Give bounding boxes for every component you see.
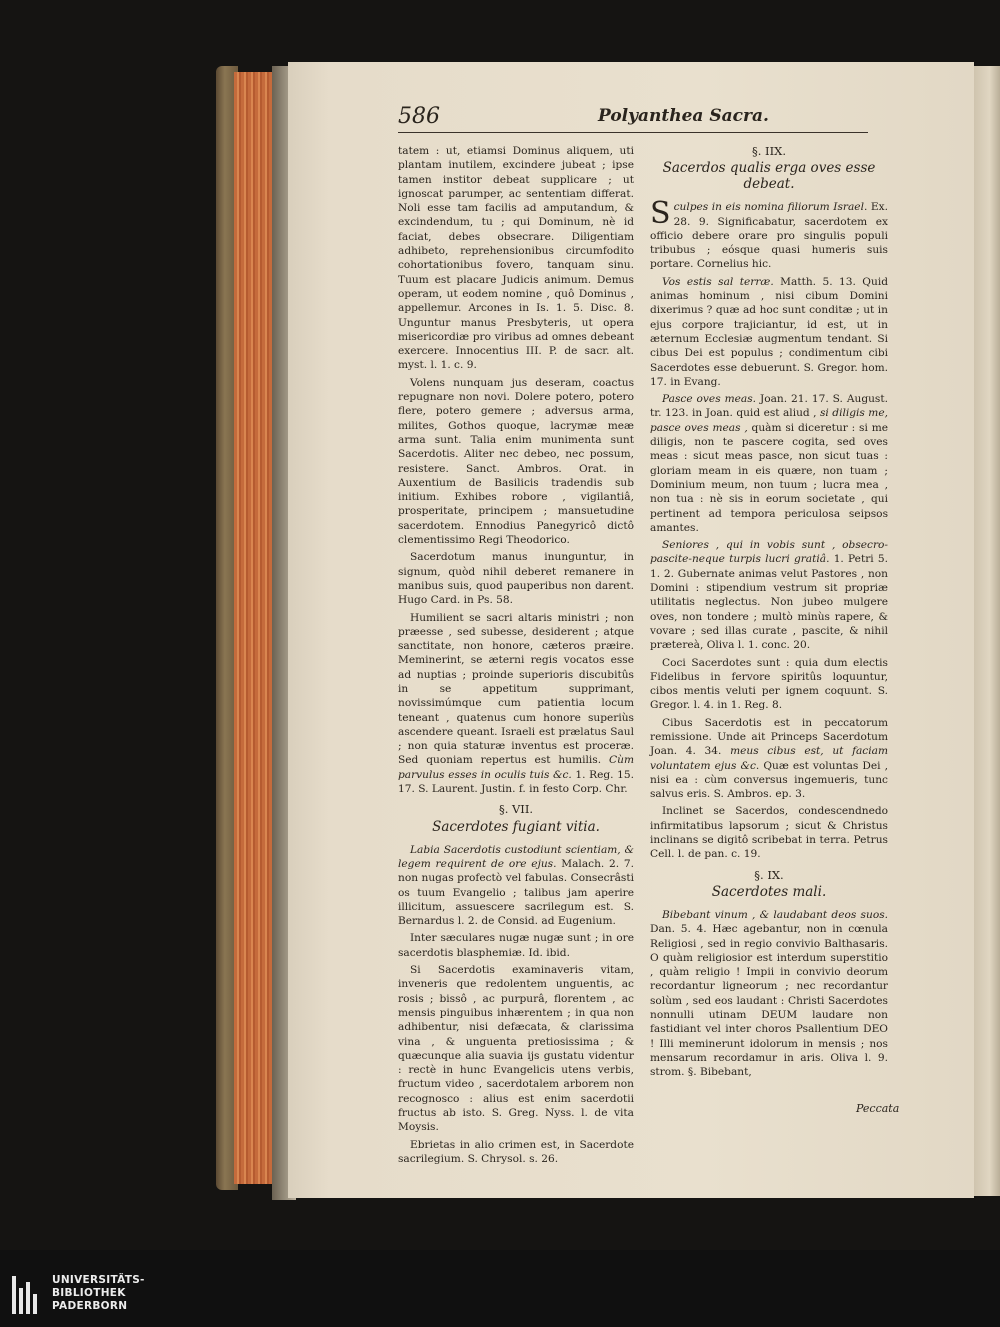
logo-line: PADERBORN [52,1300,128,1312]
paragraph-text: quàm si diceretur : si me diligis, non te pascere cogita, sed oves meas : sicut meas pasce, non sicut tuas : gloriam meam in eis quære, non tuam ; Dominium meum, non tuum ; lucra mea , non tua : nè sis in eorum societate , qui pertinent ad tempora periculosa seipsos amantes. [650,421,889,534]
quotation: Labia Sacerdotis custodiunt scientiam, & legem requirent de ore ejus. [398,843,634,870]
paragraph: Sacerdotum manus inunguntur, in signum, quòd nihil deberet remanere in manibus suis, quod pauperibus non darent. Hugo Card. in Ps. 58. [398,551,634,607]
page-edges [234,72,276,1184]
section-number: §. IX. [754,867,784,882]
paragraph-text: Malach. 2. 7. non nugas profectò vel fabulas. Consecrâsti os tuum Evangelio ; talibus jam aperire illicitum, assuescere sacrilegum est. S. Bernardus l. 2. de Consid. ad Eugenium. [398,857,634,928]
section-number: §. IIX. [752,144,786,158]
quotation: Pasce oves meas. [662,393,757,406]
logo-bars-icon [12,1276,44,1314]
paragraph: Ebrietas in alio crimen est, in Sacerdote sacrilegium. S. Chrysol. s. 26. [398,1138,634,1165]
library-logo [12,1274,212,1318]
paragraph-text: Cibus Sacerdotis est in peccatorum remissione. Unde ait Princeps Sacerdotum Joan. 4. 34. [650,716,888,758]
paragraph [650,275,888,389]
paragraph [650,908,888,1080]
logo-line: UNIVERSITÄTS- [52,1274,145,1286]
paragraph-text: 1. Petri 5. 1. 2. Gubernate animas velut Pastores , non Domini : stipendium vestrum sit propriæ utilitatis neglectus. Non jubeo mulgere oves, non tondere ; multò minùs rapere, & vovare ; sed illas curate , pascite, & nihil prætereà, Oliva l. 1. conc. 20. [650,553,888,652]
paragraph-text: Dan. 5. 4. Hæc agebantur, non in cœnula Religiosi , sed in regio convivio Balthasaris. O quàm religiosior est interdum superstitio , quàm religio ! Impii in convivio deorum recordantur ligneorum ; nec recordantur solùm , sed eos laudant : Christi Sacerdotes nonnulli utinam DEUM laudare non fastidiant vel inter choros Psallentium DEO ! Illi meminerunt idolorum in mensis ; nos mensarum recordamur in aris. Oliva l. 9. strom. §. Bibebant, [650,923,888,1079]
page-number: 586 [398,104,440,129]
catchword: Peccata [856,1102,900,1115]
paragraph-text: Matth. 5. 13. Quid animas hominum , nisi cibum Domini dixerimus ? quæ ad hoc sunt conditæ ; ut in ejus corpore trajiciantur, id est, ut in æternum Ecclesiæ augmentum tendant. Si cibus Dei est populus ; condimentum cibi Sacerdotes esse debuerunt. S. Gregor. hom. 17. in Evang. [650,275,888,388]
paragraph: Inclinet se Sacerdos, condescendnedo infirmitatibus lapsorum ; sicut & Christus inclinans se digitô scribebat in terra. Petrus Cell. l. de pan. c. 19. [650,805,888,861]
section-title: Sacerdotes fugiant vitia. [432,818,600,835]
paragraph [398,843,634,929]
paragraph [650,392,888,535]
logo-line: BIBLIOTHEK [52,1287,126,1299]
quotation: Vos estis sal terræ. [662,275,774,288]
quotation: culpes in eis nomina filiorum Israel. [673,201,868,214]
section-title: Sacerdos qualis erga oves esse debeat. [662,160,876,193]
section-title: Sacerdotes mali. [711,883,827,900]
paragraph: Volens nunquam jus deseram, coactus repugnare non novi. Dolere potero, potero flere, potero gemere ; adversus arma, milites, Gothos quoque, lacrymæ meæ arma sunt. Talia enim munimenta sunt Sacerdotis. Aliter nec debeo, nec possum, resistere. Sanct. Ambros. Orat. in Auxentium de Basilicis tradendis sub initium. Exhibes robore , vigilantiâ, prosperitate, principem ; mansuetudine sacerdotem. Ennodius Panegyricô dictô clementissimo Regi Theodorico. [398,376,634,547]
running-title: Polyanthea Sacra. [598,106,769,126]
paragraph-text: Joan. 21. 17. S. August. tr. 123. in Joan. quid est aliud , [650,393,888,420]
paragraph: Inter sæculares nugæ nugæ sunt ; in ore sacerdotis blasphemiæ. Id. ibid. [398,932,634,959]
reference: 1. Reg. 15. 17. S. Laurent. Justin. f. in festo Corp. Chr. [398,768,634,796]
paragraph [650,196,888,271]
paragraph: Coci Sacerdotes sunt : quia dum electis Fidelibus in fervore spiritûs loquuntur, cibos mentis veluti per ignem coquunt. S. Gregor. l. 4. in 1. Reg. 8. [650,656,888,712]
quotation: Seniores , qui in vobis sunt , obsecro-pascite-neque turpis lucri gratiâ. [650,539,888,566]
quotation: Bibebant vinum , & laudabant deos suos. [662,908,888,921]
paragraph [650,538,888,652]
paragraph: tatem : ut, etiamsi Dominus aliquem, uti plantam inutilem, excindere jubeat ; ipse tamen institor debeat supplicare ; ut ignoscat parumper, ac sententiam differat. Noli esse tam facilis ad amputandum, & excindendum, tu ; qui Dominum, nè id faciat, debes obsecrare. Diligentiam adhibeto, reprehensionibus circumfodito cohortationibus fovero, tanquam sinu. Tuum est placare Judicis animum. Demus operam, ut eodem nomine , quô Dominus , appellemur. Arcones in Is. 1. 5. Disc. 8. Unguntur manus Presbyteris, ut opera misericordiæ pro viribus ad omnes debeant exercere. Innocentius III. P. de sacr. alt. myst. l. 1. c. 9. [398,145,634,372]
section-number: §. VII. [498,802,534,817]
book-page [288,62,974,1198]
paragraph: Si Sacerdotis examinaveris vitam, inveneris que redolentem unguentis, ac rosis ; bissô , ac purpurâ, florentem , ac mensis pinguibus inhærentem ; in qua non adhibentur, nisi defæcata, & clarissima vina , & unguenta pretiosissima ; & quæcunque alia suavia ijs gustatu videntur : rectè in hunc Evangelicis utens verbis, fructum video , sacerdotalem arborem non recognosco : alius est enim sacerdotii fructus ab isto. S. Greg. Nyss. l. de vita Moysis. [398,964,634,1134]
paragraph-text: Quæ est voluntas Dei , nisi ea : cùm conversus ingemueris, tunc salvus eris. S. Ambros. ep. 3. [650,759,888,801]
left-column [398,144,634,1169]
quotation: si diligis me, pasce oves meas , [650,407,888,434]
quotation: meus cibus est, ut faciam voluntatem ejus &c. [650,745,888,772]
paragraph [398,611,634,797]
page-header [398,106,868,133]
facing-page-edge [974,66,1000,1196]
logo-text [52,1274,145,1313]
paragraph-text: Ex. 28. 9. Significabatur, sacerdotem ex officio debere orare pro singulis populi tribubus ; eósque quasi humeris suis portare. Cornelius hic. [650,201,888,271]
paragraph [650,716,888,802]
drop-cap: S [650,196,671,232]
quotation: Cùm parvulus esses in oculis tuis &c. [398,754,635,781]
right-column [650,144,888,1083]
paragraph-text: Humilient se sacri altaris ministri ; non præesse , sed subesse, desiderent ; atque sanctitate, non honore, cæteros præire. Meminerint, se æterni regis vocatos esse ad nuptias ; proinde superioris discubitûs in se appetitum supprimant, novissimúmque cum patientia locum teneant , quatenus cum honore superiùs ascendere queant. Israeli est prælatus Saul ; non quia staturæ inventus est proceræ. Sed quoniam repertus est humilis. [398,611,634,767]
